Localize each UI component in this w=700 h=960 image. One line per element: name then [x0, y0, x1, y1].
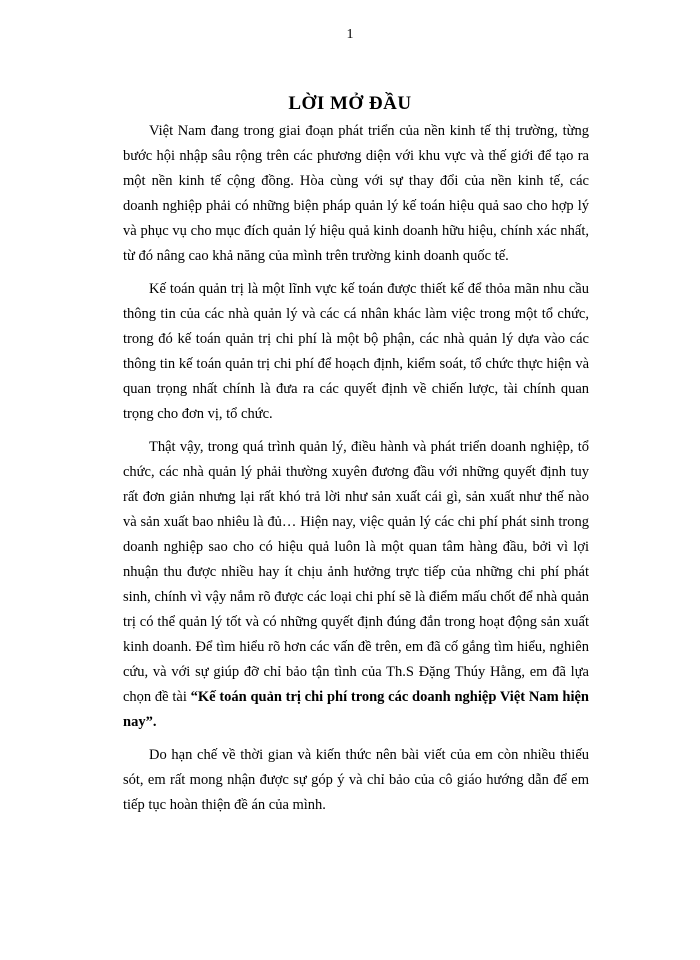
paragraph-text: Việt Nam đang trong giai đoạn phát triển của nền kinh tế thị trường, từng bước hội nhập sâu rộng trên các phương diện với khu vực và thế giới để tạo ra một nền kinh tế cộng đồng. Hòa cùng với sự thay đổi của nền kinh tế, các doanh nghiệp phải có những biện pháp quản lý kế toán hiệu quả sao cho hợp lý và phục vụ cho mục đích quản lý hiệu quả kinh doanh hữu hiệu, chính xác nhất, từ đó nâng cao khả năng của mình trên trường kinh doanh quốc tế.: [123, 123, 589, 264]
paragraph-intro: [123, 119, 589, 269]
paragraph-topic-reasoning: [123, 435, 589, 735]
page-number: 1: [346, 27, 354, 42]
paragraph-closing: [123, 743, 589, 818]
paragraph-management-accounting: [123, 277, 589, 427]
document-body: [123, 119, 589, 826]
page-title: LỜI MỞ ĐẦU: [288, 93, 412, 114]
paragraph-text: Do hạn chế về thời gian và kiến thức nên bài viết của em còn nhiều thiếu sót, em rất mong nhận được sự góp ý và chỉ bảo của cô giáo hướng dẫn để em tiếp tục hoàn thiện đề án của mình.: [123, 747, 589, 813]
paragraph-text: Kế toán quản trị là một lĩnh vực kế toán được thiết kế để thỏa mãn nhu cầu thông tin của các nhà quản lý và các cá nhân khác làm việc trong một tổ chức, trong đó kế toán quản trị chi phí là một bộ phận, các nhà quản lý dựa vào các thông tin kế toán quản trị chi phí để hoạch định, kiểm soát, tổ chức thực hiện và quan trọng nhất chính là đưa ra các quyết định về chiến lược, tài chính quan trọng cho đơn vị, tổ chức.: [123, 281, 589, 422]
topic-title: “Kế toán quản trị chi phí trong các doanh nghiệp Việt Nam hiện nay”.: [123, 689, 589, 730]
paragraph-text: Thật vậy, trong quá trình quản lý, điều hành và phát triển doanh nghiệp, tổ chức, các nhà quản lý phải thường xuyên đương đầu với những quyết định tuy rất đơn giản nhưng lại rất khó trả lời như sản xuất cái gì, sản xuất như thế nào và sản xuất bao nhiêu là đủ… Hiện nay, việc quản lý các chi phí phát sinh trong doanh nghiệp sao cho có hiệu quả luôn là một quan tâm hàng đầu, bởi vì lợi nhuận thu được nhiều hay ít chịu ảnh hưởng trực tiếp của những chi phí phát sinh, chính vì vậy nắm rõ được các loại chi phí sẽ là điểm mấu chốt để nhà quản trị có thể quản lý tốt và có những quyết định đúng đắn trong hoạt động sản xuất kinh doanh. Để tìm hiểu rõ hơn các vấn đề trên, em đã cố gắng tìm hiểu, nghiên cứu, và với sự giúp đỡ chỉ bảo tận tình của Th.S Đặng Thúy Hằng, em đã lựa chọn đề tài: [123, 439, 589, 705]
